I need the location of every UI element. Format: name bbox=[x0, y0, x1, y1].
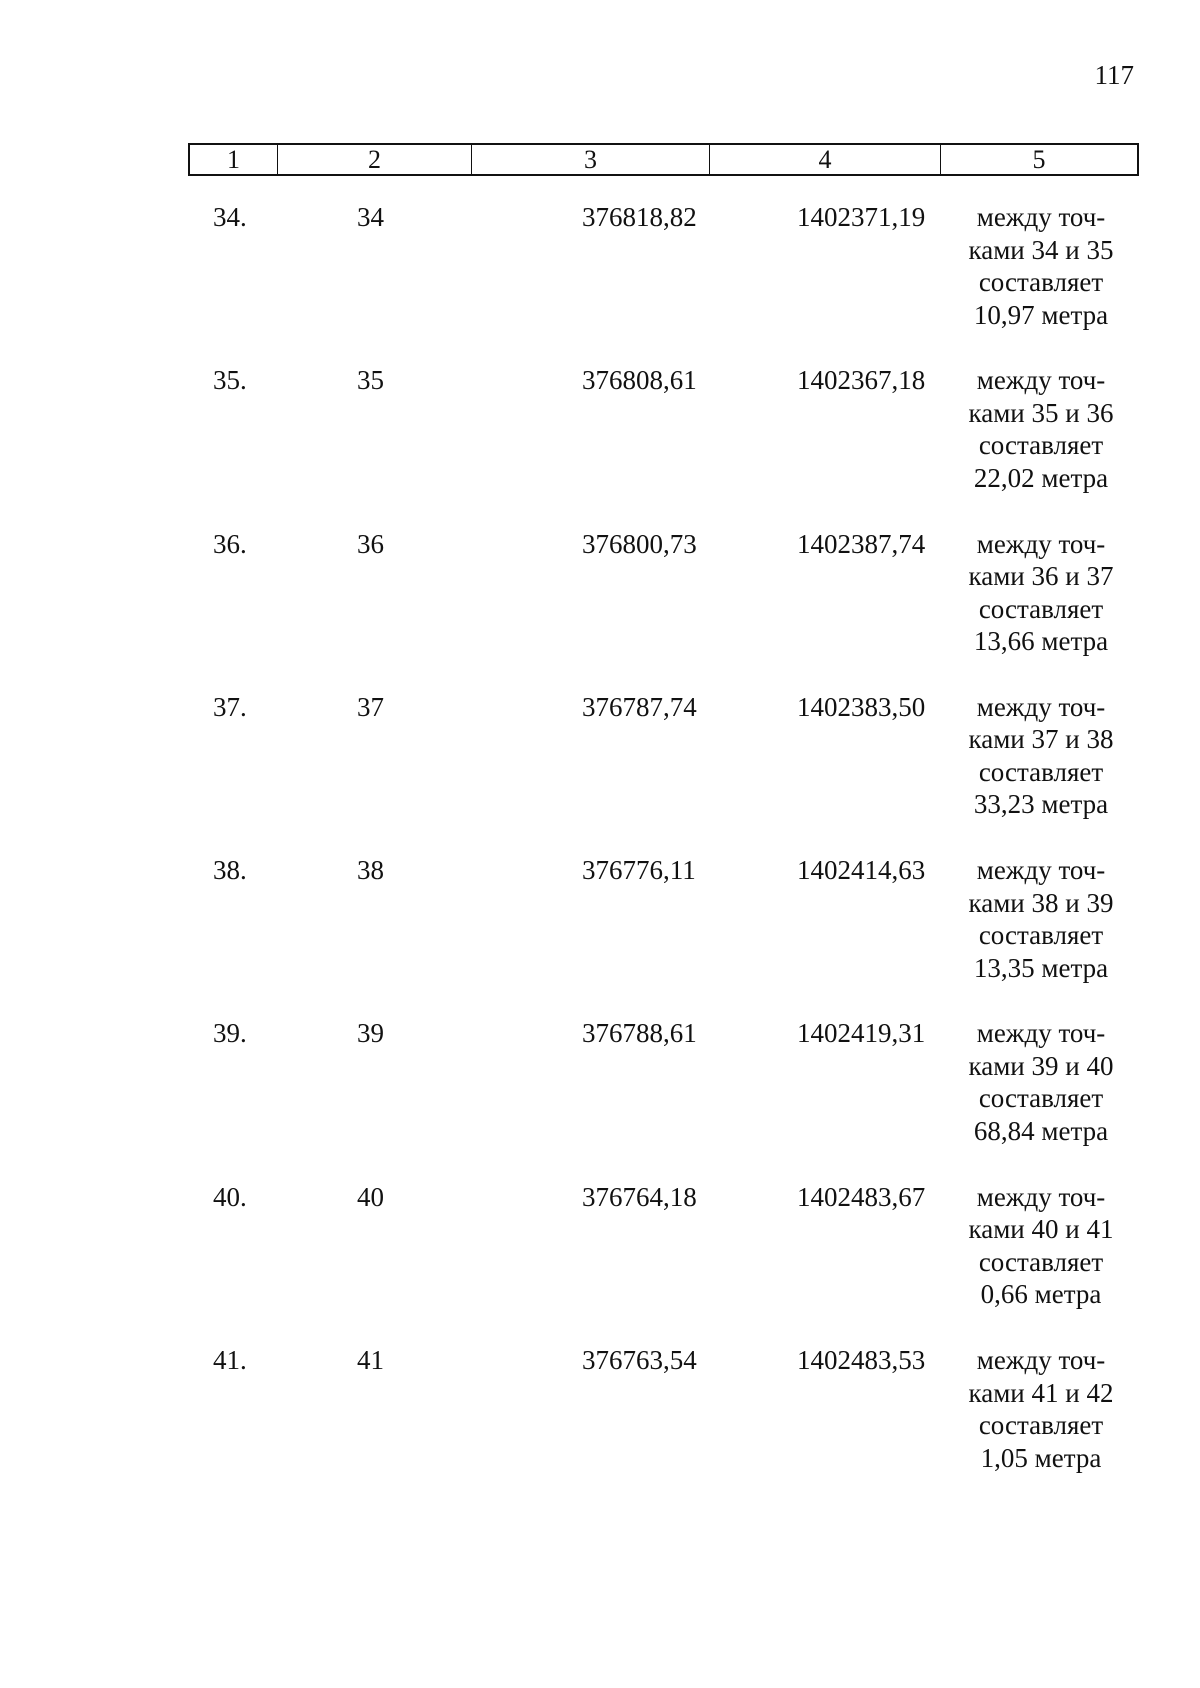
row-number: 38. bbox=[213, 855, 247, 886]
header-cell-2: 2 bbox=[278, 145, 472, 174]
point-number: 36 bbox=[357, 528, 384, 559]
x-coordinate: 376808,61 bbox=[582, 365, 697, 396]
y-coordinate: 1402483,53 bbox=[797, 1345, 926, 1376]
y-coordinate: 1402414,63 bbox=[797, 855, 926, 886]
distance-description: между точ- ками 40 и 41 составляет 0,66 метра bbox=[968, 1181, 1114, 1310]
point-number: 37 bbox=[357, 691, 384, 722]
x-coordinate: 376787,74 bbox=[582, 691, 697, 722]
table-row bbox=[0, 1017, 1200, 1180]
point-number: 35 bbox=[357, 365, 384, 396]
y-coordinate: 1402367,18 bbox=[797, 365, 926, 396]
point-number: 38 bbox=[357, 855, 384, 886]
table-header bbox=[188, 143, 1139, 176]
point-number: 34 bbox=[357, 202, 384, 232]
row-number: 39. bbox=[213, 1018, 247, 1049]
y-coordinate: 1402371,19 bbox=[797, 202, 926, 232]
table-row bbox=[0, 364, 1200, 527]
page-number: 117 bbox=[1094, 60, 1134, 90]
row-number: 37. bbox=[213, 691, 247, 722]
x-coordinate: 376818,82 bbox=[582, 202, 697, 232]
header-cell-4: 4 bbox=[710, 145, 941, 174]
row-number: 41. bbox=[213, 1345, 247, 1376]
x-coordinate: 376763,54 bbox=[582, 1345, 697, 1376]
distance-description: между точ- ками 34 и 35 составляет 10,97 метра bbox=[968, 202, 1114, 330]
table-row bbox=[0, 854, 1200, 1017]
table-row bbox=[0, 691, 1200, 854]
distance-description: между точ- ками 41 и 42 составляет 1,05 метра bbox=[968, 1345, 1114, 1473]
y-coordinate: 1402387,74 bbox=[797, 528, 926, 559]
table-row bbox=[0, 1181, 1200, 1344]
distance-description: между точ- ками 37 и 38 составляет 33,23 метра bbox=[968, 691, 1114, 820]
table-row bbox=[0, 1344, 1200, 1507]
x-coordinate: 376788,61 bbox=[582, 1018, 697, 1049]
x-coordinate: 376764,18 bbox=[582, 1181, 697, 1212]
x-coordinate: 376776,11 bbox=[582, 855, 696, 886]
header-cell-3: 3 bbox=[472, 145, 710, 174]
row-number: 34. bbox=[213, 202, 247, 232]
point-number: 40 bbox=[357, 1181, 384, 1212]
y-coordinate: 1402383,50 bbox=[797, 691, 926, 722]
point-number: 39 bbox=[357, 1018, 384, 1049]
x-coordinate: 376800,73 bbox=[582, 528, 697, 559]
row-number: 35. bbox=[213, 365, 247, 396]
distance-description: между точ- ками 36 и 37 составляет 13,66 метра bbox=[968, 528, 1114, 657]
y-coordinate: 1402419,31 bbox=[797, 1018, 926, 1049]
header-cell-5: 5 bbox=[1032, 144, 1046, 174]
distance-description: между точ- ками 35 и 36 составляет 22,02 метра bbox=[968, 365, 1114, 493]
point-number: 41 bbox=[357, 1345, 384, 1376]
distance-description: между точ- ками 38 и 39 составляет 13,35 метра bbox=[968, 855, 1114, 983]
row-number: 40. bbox=[213, 1181, 247, 1212]
table-row bbox=[0, 528, 1200, 691]
table-body bbox=[0, 201, 1200, 1507]
header-cell-1: 1 bbox=[190, 145, 278, 174]
row-number: 36. bbox=[213, 528, 247, 559]
table-row bbox=[0, 201, 1200, 364]
distance-description: между точ- ками 39 и 40 составляет 68,84 метра bbox=[968, 1018, 1114, 1146]
y-coordinate: 1402483,67 bbox=[797, 1181, 926, 1212]
